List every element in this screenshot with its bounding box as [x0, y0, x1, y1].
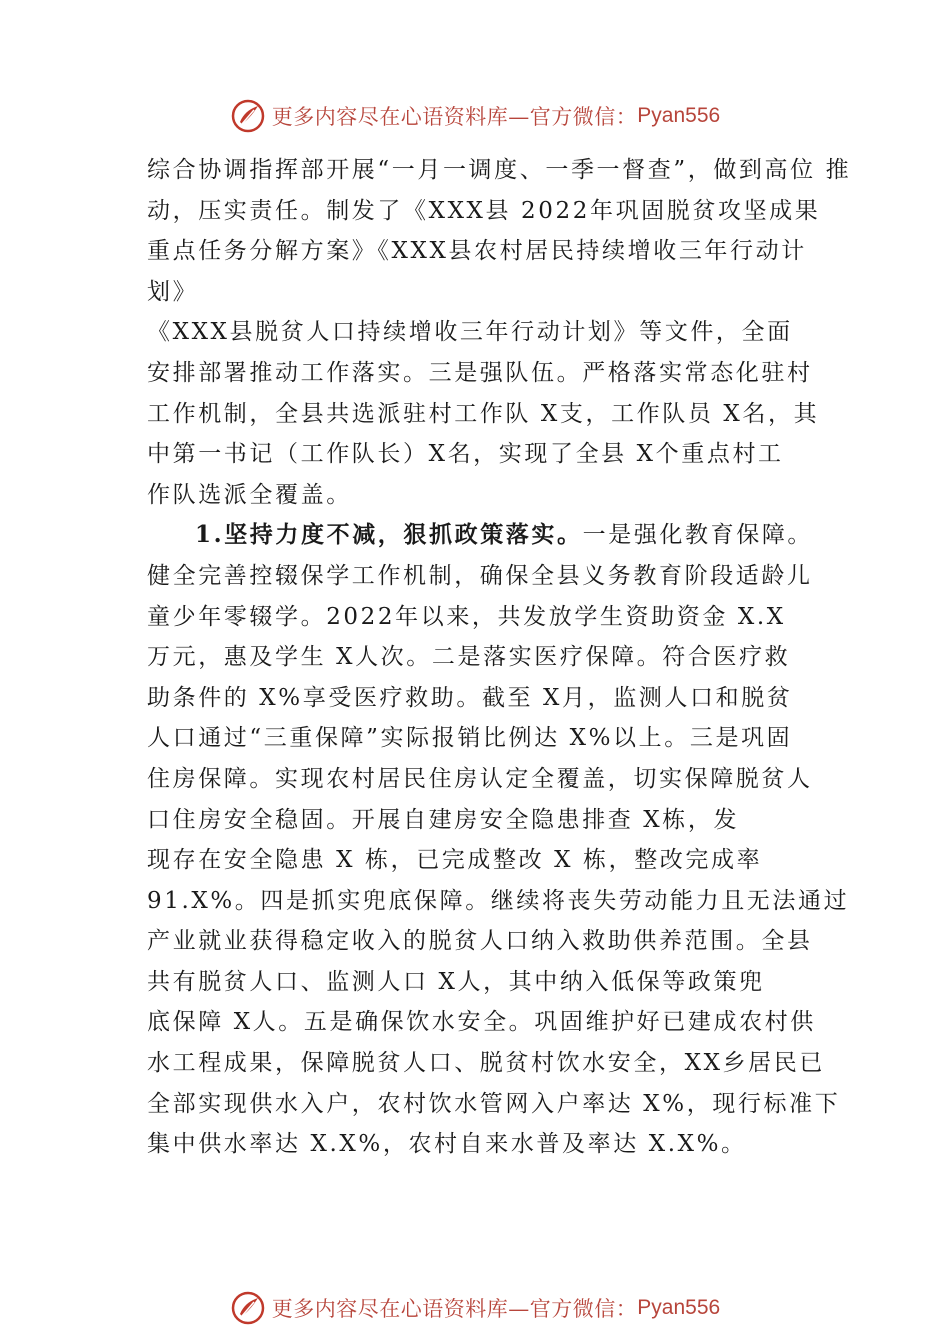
text-line: 全部实现供水入户，农村饮水管网入户率达 X%，现行标准下 [147, 1090, 841, 1117]
footer-banner [0, 1286, 950, 1330]
text-line: 产业就业获得稳定收入的脱贫人口纳入救助供养范围。全县 [147, 928, 813, 955]
section-heading: 1.坚持力度不减，狠抓政策落实。 [195, 521, 583, 549]
text-line: 万元，惠及学生 X人次。二是落实医疗保障。符合医疗救 [147, 644, 791, 671]
text-line: 工作机制，全县共选派驻村工作队 X支，工作队员 X名，其 [147, 400, 820, 427]
text-line: 底保障 X人。五是确保饮水安全。巩固维护好已建成农村供 [147, 1009, 816, 1036]
text-line: 助条件的 X%享受医疗救助。截至 X月，监测人口和脱贫 [147, 684, 793, 711]
text-line: 划》 [147, 278, 199, 305]
document-body [147, 150, 852, 1165]
text-line: 口住房安全稳固。开展自建房安全隐患排查 X栋，发 [147, 806, 740, 833]
text-line: 童少年零辍学。2022年以来，共发放学生资助资金 X.X [147, 603, 786, 630]
wechat-id: Pyan556 [637, 1296, 721, 1319]
banner-text: 更多内容尽在心语资料库—官方微信： [271, 105, 638, 129]
text-line: 综合协调指挥部开展“一月一调度、一季一督查”，做到高位 推 [147, 157, 852, 183]
text-line: 住房保障。实现农村居民住房认定全覆盖，切实保障脱贫人 [147, 765, 813, 792]
text-line: 作队选派全覆盖。 [147, 481, 352, 508]
logo-icon [230, 98, 266, 134]
text-line: 健全完善控辍保学工作机制，确保全县义务教育阶段适龄儿 [147, 562, 813, 589]
heading-rest: 一是强化教育保障。 [582, 522, 814, 549]
text-line: 共有脱贫人口、监测人口 X人，其中纳入低保等政策兜 [147, 968, 765, 995]
text-line: 重点任务分解方案》《XXX县农村居民持续增收三年行动计 [147, 238, 807, 265]
text-line: 《XXX县脱贫人口持续增收三年行动计划》等文件，全面 [147, 319, 793, 346]
text-line: 91.X%。四是抓实兜底保障。继续将丧失劳动能力且无法通过 [147, 887, 850, 914]
section-heading-line [147, 515, 837, 556]
text-line: 集中供水率达 X.X%，农村自来水普及率达 X.X%。 [147, 1131, 747, 1158]
text-line: 人口通过“三重保障”实际报销比例达 X%以上。三是巩固 [147, 725, 793, 752]
text-line: 中第一书记（工作队长）X名，实现了全县 X个重点村工 [147, 441, 784, 468]
text-line: 水工程成果，保障脱贫人口、脱贫村饮水安全，XX乡居民已 [147, 1050, 825, 1077]
wechat-id: Pyan556 [637, 104, 721, 127]
logo-icon [230, 1290, 266, 1326]
text-line: 动，压实责任。制发了《XXX县 2022年巩固脱贫攻坚成果 [147, 197, 821, 224]
text-line: 现存在安全隐患 X 栋，已完成整改 X 栋，整改完成率 [147, 847, 763, 874]
banner-text: 更多内容尽在心语资料库—官方微信： [271, 1297, 638, 1321]
text-line: 安排部署推动工作落实。三是强队伍。严格落实常态化驻村 [147, 359, 813, 386]
header-banner [0, 94, 950, 138]
